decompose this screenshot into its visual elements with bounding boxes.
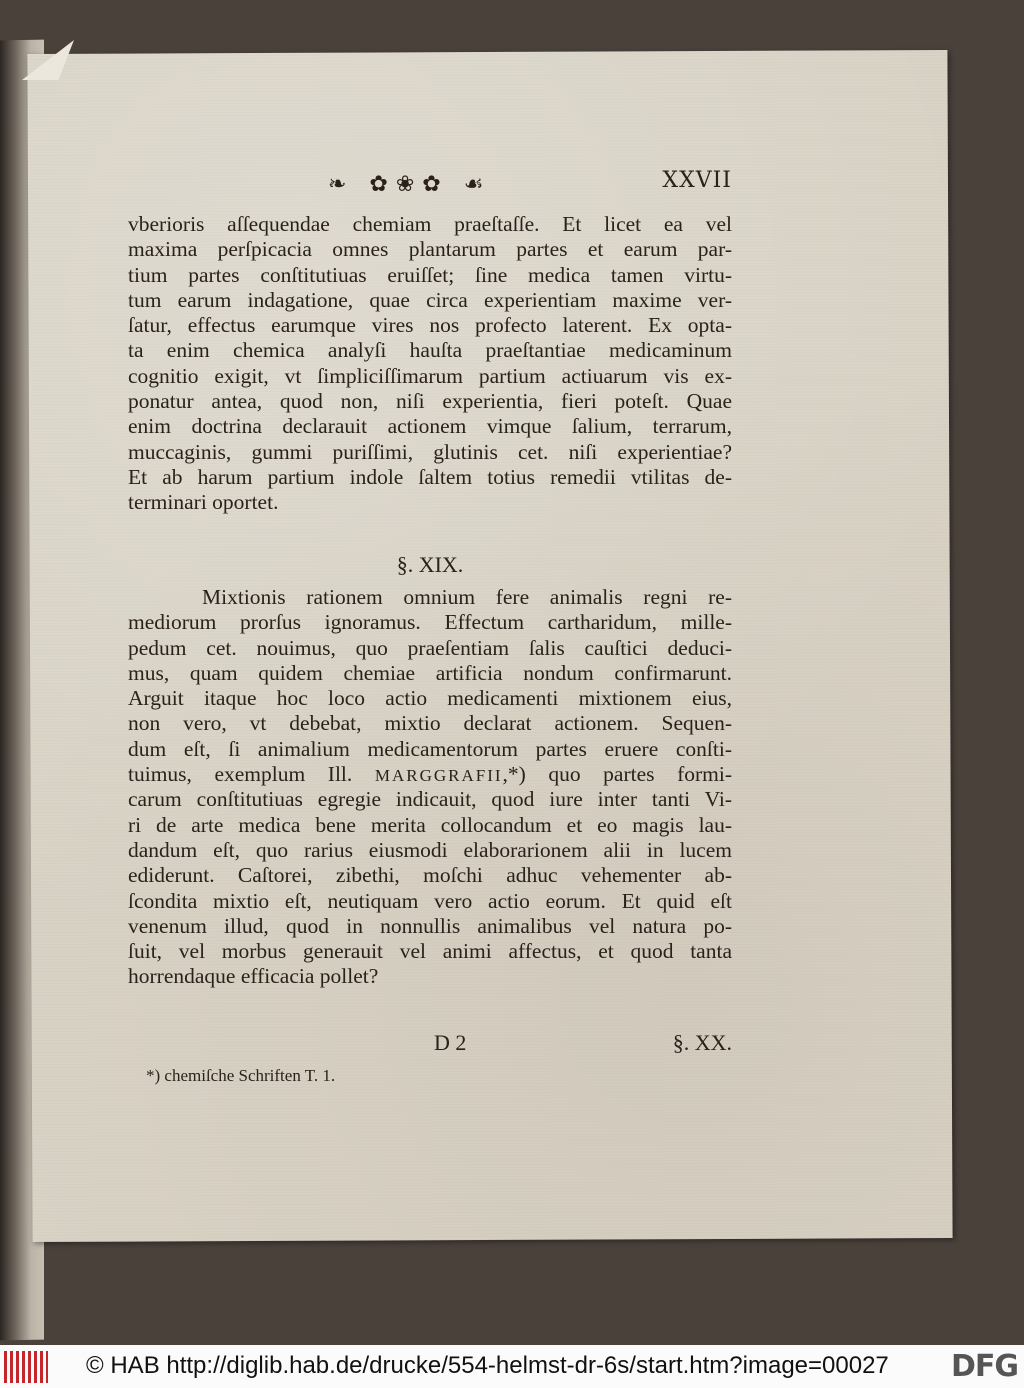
text-line: ſatur, effectus earumque vires nos profecto laterent. Ex opta-: [128, 313, 732, 338]
text-line: terminari oportet.: [128, 490, 279, 515]
running-head: [128, 168, 732, 202]
section-heading: §. XIX.: [396, 552, 464, 577]
author-name: MARGGRAFII: [374, 766, 503, 786]
text-line: ſuit, vel morbus generauit vel animi affectus, et quod tanta: [128, 939, 732, 964]
text-line: maxima perſpicacia omnes plantarum partes et earum par-: [128, 237, 732, 262]
text-line: ponatur antea, quod non, niſi experientia, fieri poteſt. Quae: [128, 389, 732, 414]
text-line: cognitio exigit, vt ſimpliciſſimarum partium actiuarum vis ex-: [128, 363, 732, 388]
viewer-footer: [0, 1345, 1024, 1388]
text-line: ri de arte medica bene merita collocandum et eo magis lau-: [128, 812, 732, 837]
page-number: XXVII: [662, 168, 732, 193]
text-line: ſcondita mixtio eſt, neutiquam vero actio eorum. Et quid eſt: [128, 888, 732, 913]
text-line: muccaginis, gummi puriſſimi, glutinis cet. niſi experientiae?: [128, 439, 732, 464]
text-line: tuimus, exemplum Ill. MARGGRAFII,*) quo partes formi-: [128, 762, 733, 787]
text-line: Arguit itaque hoc loco actio medicamenti mixtionem eius,: [128, 686, 732, 711]
text-line: dum eſt, ſi animalium medicamentorum partes eruere conſti-: [128, 736, 732, 761]
text-line: horrendaque efficacia pollet?: [128, 964, 379, 989]
text-line: Et ab harum partium indole ſaltem totius remedii vtilitas de-: [128, 464, 732, 489]
text-line: tum earum indagatione, quae circa experientiam maxime ver-: [128, 287, 732, 312]
text-line: tium partes conſtitutiuas eruiſſet; ſine medica tamen virtu-: [128, 262, 732, 287]
text-line: mediorum prorſus ignoramus. Effectum cartharidum, mille-: [128, 610, 732, 635]
hab-logo-icon: [4, 1351, 48, 1383]
copyright-link[interactable]: © HAB http://diglib.hab.de/drucke/554-helmst-dr-6s/start.htm?image=00027: [86, 1352, 889, 1379]
catchword: §. XX.: [672, 1030, 732, 1055]
text-line: carum conſtitutiuas egregie indicauit, quod iure inter tanti Vi-: [128, 787, 732, 812]
paragraph-1: [128, 212, 732, 516]
text-line: enim doctrina declarauit actionem vimque ſalium, terrarum,: [128, 414, 732, 439]
text-line: pedum cet. nouimus, quo praeſentiam ſalis cauſtici deduci-: [128, 635, 732, 660]
text-line: venenum illud, quod in nonnullis animalibus vel natura po-: [128, 913, 732, 938]
text-line: Mixtionis rationem omnium fere animalis regni re-: [202, 585, 732, 609]
text-line: vberioris aſſequendae chemiam praeſtaſſe. Et licet ea vel: [128, 212, 732, 236]
text-line: non vero, vt debebat, mixtio declarat actionem. Sequen-: [128, 711, 732, 736]
text-line: ediderunt. Caſtorei, zibethi, moſchi adhuc vehementer ab-: [128, 863, 732, 888]
dfg-logo: DFG: [950, 1349, 1018, 1384]
text-line: ta enim chemica analyſi hauſta praeſtantiae medicaminum: [128, 338, 732, 363]
text-line: mus, quam quidem chemiae artificia nondum confirmarunt.: [128, 660, 732, 685]
signature-mark: D 2: [434, 1030, 467, 1055]
footnote: *) chemiſche Schriften T. 1.: [146, 1066, 336, 1085]
text-line: dandum eſt, quo rarius eiusmodi elaborarionem alii in lucem: [128, 837, 732, 862]
ornament-icon: ❧ ✿❀✿ ☙: [328, 172, 492, 197]
paragraph-2: [128, 585, 732, 990]
